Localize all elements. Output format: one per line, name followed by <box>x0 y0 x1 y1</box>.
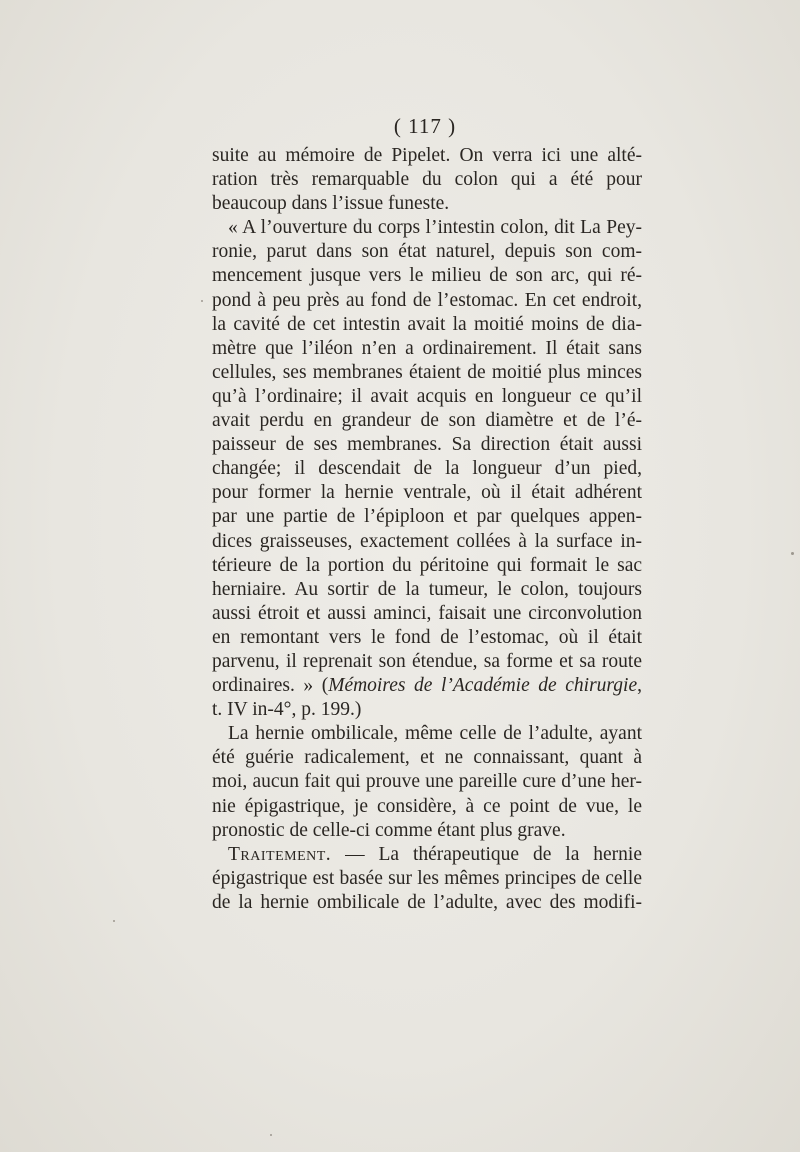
text-line: moi, aucun fait qui prouve une pareille cure d’une her- <box>212 771 642 793</box>
text-line: de la hernie ombilicale de l’adulte, avec des modifi- <box>212 891 642 913</box>
text-line: en remontant vers le fond de l’estomac, où il était <box>212 626 642 648</box>
text-line: paisseur de ses membranes. Sa direction était aussi <box>212 434 642 456</box>
section-heading: Traitement. <box>228 843 332 865</box>
text-line <box>212 843 642 867</box>
text-line: dices graisseuses, exactement collées à la surface in- <box>212 530 642 552</box>
text-line: ration très remarquable du colon qui a été pour <box>212 169 642 191</box>
citation-title: Mémoires de l’Académie de chirurgie <box>328 675 638 697</box>
text-line: avait perdu en grandeur de son diamètre et de l’é- <box>212 410 642 432</box>
text-line: « A l’ouverture du corps l’intestin colon, dit La Pey- <box>228 217 642 239</box>
text-line: été guérie radicalement, et ne connaissant, quant à <box>212 747 642 769</box>
text-line: pour former la hernie ventrale, où il était adhérent <box>212 482 642 504</box>
text-line: la cavité de cet intestin avait la moitié moins de dia- <box>212 313 642 335</box>
paper-speck <box>113 920 115 922</box>
text-line: qu’à l’ordinaire; il avait acquis en longueur ce qu’il <box>212 385 642 407</box>
body-text <box>212 144 642 915</box>
paper-speck <box>791 552 794 555</box>
text-line: herniaire. Au sortir de la tumeur, le colon, toujours <box>212 578 642 600</box>
text-line: cellules, ses membranes étaient de moitié plus minces <box>212 361 642 383</box>
text-line: suite au mémoire de Pipelet. On verra ici une alté- <box>212 145 642 166</box>
text-line: pronostic de celle-ci comme étant plus grave. <box>212 819 566 841</box>
text-line: mencement jusque vers le milieu de son arc, qui ré- <box>212 265 642 287</box>
page-number: ( 117 ) <box>393 114 457 138</box>
paper-speck <box>270 1134 272 1136</box>
text-line: t. IV in-4°, p. 199.) <box>212 699 362 721</box>
text-line: ronie, parut dans son état naturel, depuis son com- <box>212 241 642 263</box>
text-line: térieure de la portion du péritoine qui formait le sac <box>212 554 642 576</box>
text-line: parvenu, il reprenait son étendue, sa forme et sa route <box>212 650 642 672</box>
text-line: épigastrique est basée sur les mêmes principes de celle <box>212 867 642 889</box>
text-line: La hernie ombilicale, même celle de l’adulte, ayant <box>228 723 642 745</box>
text-fragment: — La thérapeutique de la hernie <box>331 843 642 865</box>
text-line: mètre que l’iléon n’en a ordinairement. Il était sans <box>212 337 642 359</box>
text-line: nie épigastrique, je considère, à ce point de vue, le <box>212 795 642 817</box>
text-line: beaucoup dans l’issue funeste. <box>212 193 450 215</box>
text-fragment: , <box>637 675 642 697</box>
text-line: par une partie de l’épiploon et par quelques appen- <box>212 506 642 528</box>
text-line: aussi étroit et aussi aminci, faisait une circonvolution <box>212 602 642 624</box>
text-fragment: ordinaires. » ( <box>212 675 329 697</box>
paper-speck <box>201 300 203 302</box>
text-line: changée; il descendait de la longueur d’un pied, <box>212 458 642 480</box>
text-line <box>212 674 642 698</box>
text-line: pond à peu près au fond de l’estomac. En cet endroit, <box>212 289 642 311</box>
